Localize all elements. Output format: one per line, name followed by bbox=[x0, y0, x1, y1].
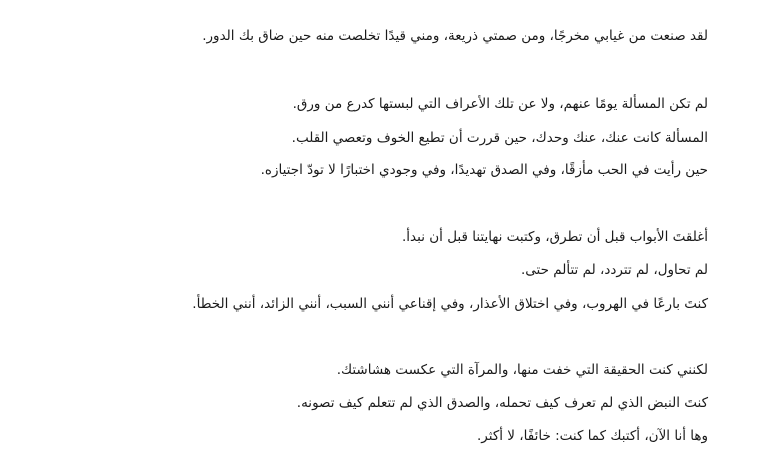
text-line: لكنني كنت الحقيقة التي خفت منها، والمرآة التي عكست هشاشتك. bbox=[336, 361, 708, 378]
text-line: لقد صنعت من غيابي مخرجًا، ومن صمتي ذريعة، ومني قيدًا تخلصت منه حين ضاق بك الدور. bbox=[202, 27, 708, 44]
text-line: لم تحاول، لم تتردد، لم تتألم حتى. bbox=[521, 261, 708, 278]
text-line: وها أنا الآن، أكتبك كما كنت: خائفًا، لا أكثر. bbox=[477, 427, 708, 444]
text-line: المسألة كانت عنك، عنك وحدك، حين قررت أن تطيع الخوف وتعصي القلب. bbox=[291, 129, 708, 146]
text-line: كنتَ النبض الذي لم تعرف كيف تحمله، والصدق الذي لم تتعلم كيف تصونه. bbox=[296, 394, 708, 411]
text-line: كنتَ بارعًا في الهروب، وفي اختلاق الأعذار، وفي إقناعي أنني السبب، أنني الزائد، أنني الخطأ. bbox=[192, 295, 708, 312]
text-line: حين رأيت في الحب مأزقًا، وفي الصدق تهديدًا، وفي وجودي اختبارًا لا تودّ اجتيازه. bbox=[260, 161, 708, 178]
text-line: أغلقتَ الأبواب قبل أن تطرق، وكتبت نهايتنا قبل أن نبدأ. bbox=[402, 228, 708, 245]
text-line: لم تكن المسألة يومًا عنهم، ولا عن تلك الأعراف التي لبستها كدرع من ورق. bbox=[292, 95, 708, 112]
